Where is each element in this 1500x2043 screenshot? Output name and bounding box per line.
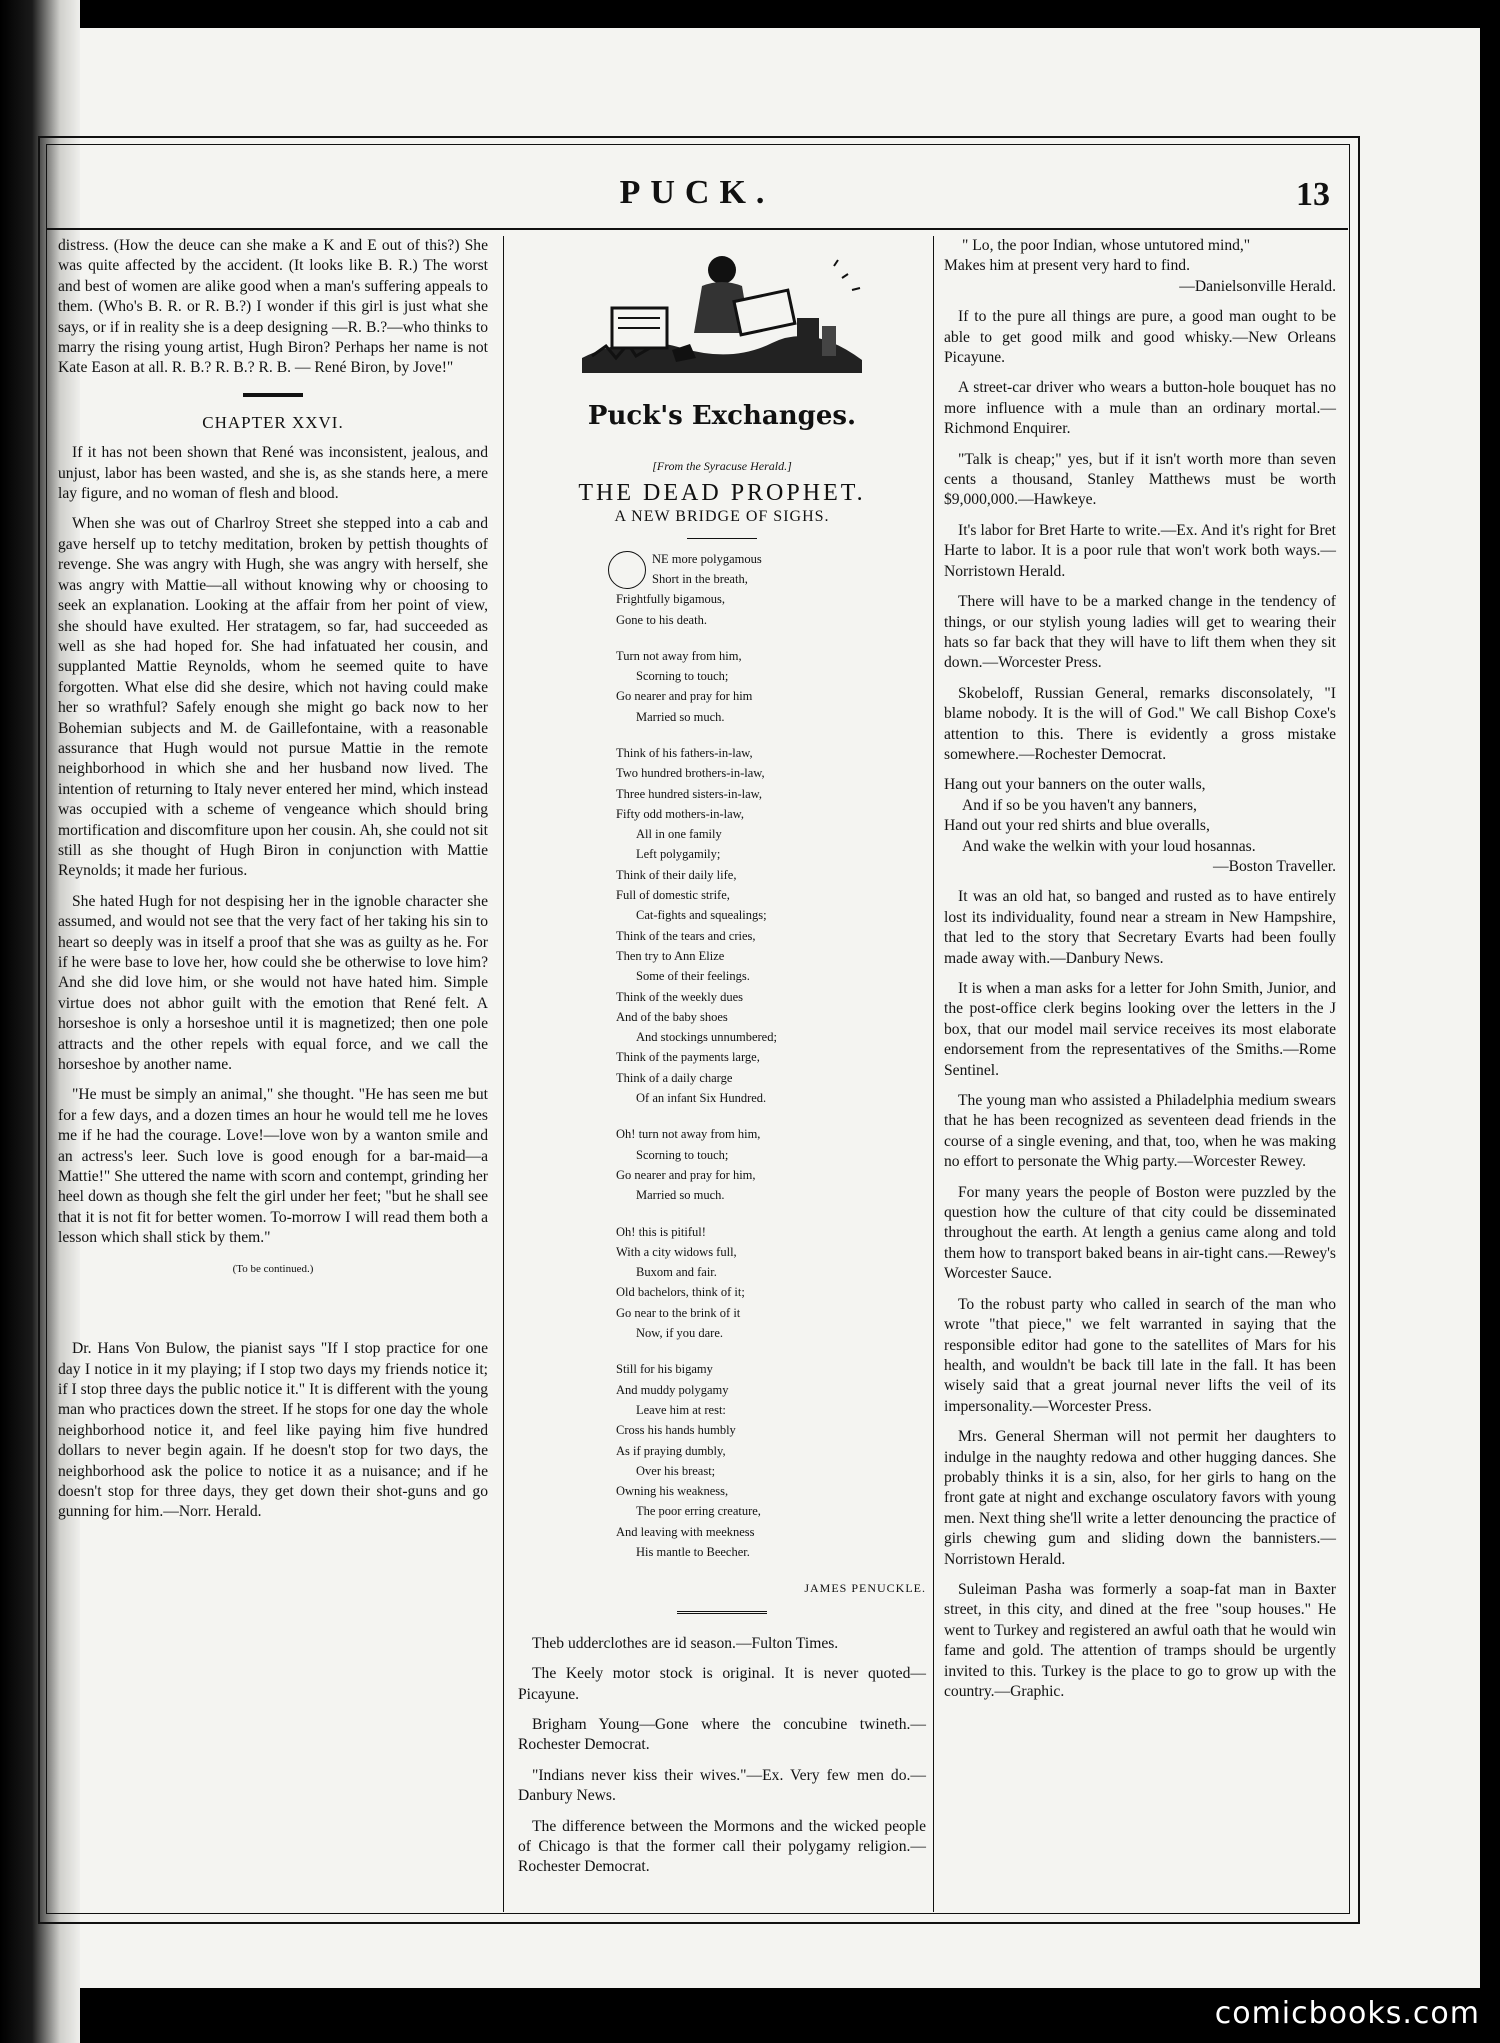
poem-stanza [616, 549, 926, 630]
poem-line: Over his breast; [636, 1463, 716, 1478]
poem-line: Go nearer and pray for him [616, 689, 753, 704]
poem-line: Three hundred sisters-in-law, [616, 786, 763, 801]
column-divider-2 [933, 236, 934, 1912]
poem-line: With a city widows full, [616, 1244, 737, 1259]
poem-rule [687, 538, 757, 539]
poem-line: Married so much. [636, 709, 725, 724]
verse-credit: —Boston Traveller. [1212, 857, 1336, 875]
exchange-item: Brigham Young—Gone where the concubine twineth.—Rochester Democrat. [518, 1715, 926, 1754]
poem-line: Cross his hands humbly [616, 1423, 736, 1438]
poem-line: Scorning to touch; [636, 669, 729, 684]
page-number: 13 [1296, 176, 1330, 213]
poem-line: Buxom and fair. [636, 1265, 717, 1280]
verse-quote [944, 236, 1336, 297]
exchange-item: There will have to be a marked change in the tendency of things, or our stylish young ladies will get to wearing their hats so far back that they will have to lift them when they sit down.—Worcester Press. [944, 593, 1336, 672]
exchange-item: "Talk is cheap;" yes, but if it isn't worth more than seven cents a thousand, Stanley Matthews must be worth $9,000,000.—Hawkeye. [944, 450, 1336, 509]
header-rule [46, 228, 1348, 230]
poem-line: And stockings unnumbered; [636, 1030, 777, 1045]
poem-line: Owning his weakness, [616, 1484, 729, 1499]
poem-line: All in one family [636, 827, 722, 842]
exchanges-vignette-illustration [572, 238, 872, 388]
exchange-item: If to the pure all things are pure, a good man ought to be able to get good milk and good whisky.—New Orleans Picayune. [944, 308, 1336, 367]
poem-line: Think of the payments large, [616, 1050, 760, 1065]
poem-line: Old bachelors, think of it; [616, 1285, 745, 1300]
exchange-item: "Indians never kiss their wives."—Ex. Very few men do.—Danbury News. [518, 1766, 926, 1805]
poem-line: Now, if you dare. [636, 1326, 724, 1341]
column-right [944, 236, 1336, 1712]
poem-stanza [616, 1359, 926, 1562]
exchange-item: Mrs. General Sherman will not permit her daughters to indulge in the naughty redowa and other hugging dances. She probably thinks it is a sin, also, for her girls to hang on the front gate at night and exchange osculatory favors with young men. Next thing she'll write a letter denouncing the practice of girls chewing gum and sliding down the bannisters.—Norristown Herald. [944, 1428, 1336, 1568]
exchange-item: The Keely motor stock is original. It is never quoted—Picayune. [518, 1665, 926, 1703]
exchanges-section-title: Puck's Exchanges. [587, 401, 857, 431]
poem-line: Left polygamily; [636, 847, 721, 862]
poem-line: Think of the weekly dues [616, 989, 744, 1004]
column-left [58, 236, 488, 1533]
poem-source: [From the Syracuse Herald.] [652, 459, 792, 474]
exchange-item: It's labor for Bret Harte to write.—Ex. And it's right for Bret Harte to labor. It is a poor rule that won't work both ways.—Norristown Herald. [944, 521, 1336, 580]
poem-stanza [616, 743, 926, 1108]
poem-line: Think of their daily life, [616, 867, 737, 882]
poem-line: Go nearer and pray for him, [616, 1167, 756, 1182]
poem-line: Think of the tears and cries, [616, 928, 756, 943]
poem-line: Oh! this is pitiful! [616, 1224, 706, 1239]
poem-line: NE more polygamous [652, 551, 762, 566]
poem-line: And muddy polygamy [616, 1382, 729, 1397]
poem-line: Of an infant Six Hundred. [636, 1091, 767, 1106]
to-be-continued: (To be continued.) [232, 1262, 314, 1275]
exchange-item: Skobeloff, Russian General, remarks disconsolately, "I blame nobody. It is the will of God." We call Bishop Coxe's attention to this. There is evidently a gross mistake somewhere.—Rochester Democrat. [944, 684, 1336, 763]
poem-line: Full of domestic strife, [616, 888, 730, 903]
poem-line: Think of his fathers-in-law, [616, 746, 753, 760]
poem-line: His mantle to Beecher. [636, 1544, 750, 1559]
poem-line: Two hundred brothers-in-law, [616, 766, 765, 781]
poem-line: Fifty odd mothers-in-law, [616, 806, 744, 821]
poem-line: And leaving with meekness [616, 1524, 755, 1539]
poem-body [518, 549, 926, 1563]
poem-author: JAMES PENUCKLE. [804, 1581, 926, 1596]
verse-line: Makes him at present very hard to find. [944, 257, 1190, 275]
story-paragraph: "He must be simply an animal," she thought. "He has seen me but for a few days, and a dozen times an hour he would tell me he loves me if he had the courage. Love!—love won by a wanton smile and an actress's leer. Such love is good enough for a bar-maid—a Mattie!" She uttered the name with scorn and contempt, grinding her heel down as though she felt the girl under her feet; "but he shall see that it is not fit for better women. To-morrow I will read them both a lesson which shall stick by them." [58, 1086, 488, 1247]
exchange-item: Theb udderclothes are id season.—Fulton Times. [532, 1634, 839, 1652]
poem-line: Leave him at rest: [636, 1402, 726, 1417]
section-rule [243, 393, 303, 397]
poem-stanza [616, 1124, 926, 1205]
verse-line: " Lo, the poor Indian, whose untutored mind," [962, 237, 1251, 254]
verse-line: And wake the welkin with your loud hosannas. [962, 837, 1256, 855]
exchange-item: A street-car driver who wears a button-hole bouquet has no more influence with a mule than an ordinary mortal.—Richmond Enquirer. [944, 379, 1336, 438]
masthead-title: PUCK. [619, 174, 775, 211]
poem-line: And of the baby shoes [616, 1009, 728, 1024]
poem-line: Short in the breath, [652, 571, 748, 586]
poem-line: Then try to Ann Elize [616, 948, 725, 963]
poem-line: Married so much. [636, 1188, 725, 1203]
poem-line: Think of a daily charge [616, 1070, 733, 1085]
poem-line: Oh! turn not away from him, [616, 1127, 761, 1142]
serial-intro-paragraph: distress. (How the deuce can she make a K and E out of this?) She was quite affected by the accident. (It looks like B. R.) The worst and best of women are alike good when a man's suffering appeals to them. (Who's B. R. or R. B.?) I wonder if this girl is just what she says, or if in reality she is a deep designing —R. B.?—who thinks to marry the rising young artist, Hugh Biron? Perhaps her name is not Kate Eason at all. R. B.? R. B.? R. B. — René Biron, by Jove!" [58, 237, 488, 377]
poem-title: THE DEAD PROPHET. [578, 479, 866, 506]
poem-stanza [616, 1222, 926, 1344]
double-rule [677, 1611, 767, 1616]
verse-credit: —Danielsonville Herald. [1179, 277, 1336, 295]
exchange-item: Suleiman Pasha was formerly a soap-fat man in Baxter street, in this city, and dined at the free "soup houses." He went to Turkey and registered an awful oath that he would win fame and gold. The attention of tramps should be urgently invited to this. Turkey is the place to go to grow up with the country.—Graphic. [944, 1580, 1336, 1700]
story-paragraph: When she was out of Charlroy Street she stepped into a cab and gave herself up to tetchy meditation, broken by pettish thoughts of revenge. She was angry with Hugh, she was angry with herself, she was angry with Mattie—all without knowing why or choosing to seek an explanation. Looking at the affair from her point of view, she should have exulted. Her stratagem, so far, had succeeded as well as she had hoped for. She had infatuated her cousin, and supplanted Mattie Reynolds, whom he seemed quite to have forgotten. What else did she desire, which not having could make her so wrathful? Safely enough she might go back now to her Bohemian subjects and M. de Gaillefontaine, with a reasonable assurance that Hugh would not pursue Mattie in the remote neighborhood in which she and her husband now lived. The intention of returning to Italy never entered her mind, which instead was occupied with a scheme of vengeance which should bring mortification and discomfiture upon her cousin. Ah, she could not sit still as she thought of Hugh Biron in conjunction with Mattie Reynolds; it made her furious. [58, 515, 488, 880]
exchange-item: The difference between the Mormons and the wicked people of Chicago is that the former call their polygamy religion.—Rochester Democrat. [518, 1817, 926, 1876]
poem-line: Go near to the brink of it [616, 1305, 741, 1320]
poem-line: Cat-fights and squealings; [636, 908, 767, 923]
verse-line: And if so be you haven't any banners, [962, 796, 1197, 814]
column-center [518, 236, 926, 1888]
poem-line: Frightfully bigamous, [616, 592, 726, 607]
verse-line: Hand out your red shirts and blue overalls, [944, 817, 1210, 835]
site-watermark: comicbooks.com [1214, 1996, 1480, 2031]
verse-quote [944, 775, 1336, 877]
exchange-item: For many years the people of Boston were puzzled by the question how the culture of that city could be disseminated throughout the earth. At length a genius came along and told them how to transport baked beans in air-tight cans.—Rewey's Worcester Sauce. [944, 1183, 1336, 1283]
exchange-item: It is when a man asks for a letter for John Smith, Junior, and the post-office clerk begins looking over the letters in the J box, that our model mail service receives its most elaborate endorsement from the representatives of the Smiths.—Rome Sentinel. [944, 980, 1336, 1079]
ornamental-drop-cap-o-icon [608, 551, 646, 589]
poem-stanza [616, 646, 926, 727]
story-paragraph: She hated Hugh for not despising her in the ignoble character she assumed, and would not see that the very fact of her taking his sin to heart so deeply was in itself a proof that she was as guilty as he. For if he were base to love her, how could she be otherwise to love him? And she did love him, or she would not have hated him. Simple virtue does not abhor guilt with the emotion that René felt. A horseshoe is only a horseshoe until it is magnetized; then one pole attracts and the other repels with equal force, and we call the horseshoe by another name. [58, 892, 488, 1074]
exchange-item: It was an old hat, so banged and rusted as to have entirely lost its individuality, found near a stream in New Hampshire, that led to the story that Secretary Evarts had been foully made away with.—Danbury News. [944, 888, 1336, 967]
page-header [46, 170, 1348, 230]
poem-line: Scorning to touch; [636, 1147, 729, 1162]
column-divider-1 [503, 236, 504, 1912]
poem-line: Still for his bigamy [616, 1362, 713, 1377]
poem-line: As if praying dumbly, [616, 1443, 726, 1458]
chapter-heading: CHAPTER XXVI. [202, 412, 344, 432]
poem-line: Turn not away from him, [616, 648, 742, 663]
poem-line: Gone to his death. [616, 612, 707, 627]
verse-line: Hang out your banners on the outer walls, [944, 776, 1206, 794]
poem-line: Some of their feelings. [636, 969, 750, 984]
exchange-item: The young man who assisted a Philadelphia medium swears that he has been recognized as seventeen dead friends in the course of a single evening, and that, too, when he was making no effort to personate the Whig party.—Worcester Rewey. [944, 1092, 1336, 1171]
anecdote-paragraph: Dr. Hans Von Bulow, the pianist says "If I stop practice for one day I notice in it my playing; if I stop two days my friends notice it; if I stop three days the public notice it." It is different with the young man who practices down the street. If he stops for one day the whole neighborhood notice it, and feel like paying him five hundred dollars to never begin again. If he doesn't stop for two days, the neighborhood ask the police to notice it as a nuisance; and if he doesn't stop for three days, they get down their shot-guns and go gunning for him.—Norr. Herald. [58, 1340, 488, 1521]
poem-line: The poor erring creature, [636, 1504, 761, 1519]
poem-subtitle: A NEW BRIDGE OF SIGHS. [614, 508, 830, 526]
story-paragraph: If it has not been shown that René was inconsistent, jealous, and unjust, labor has been wasted, and she is, as she stands here, a mere lay figure, and no woman of flesh and blood. [58, 444, 488, 503]
exchange-item: To the robust party who called in search of the man who wrote "that piece," we felt warranted in saying that the responsible editor had gone to the satellites of Mars for his health, and wouldn't be back till late in the fall. It has been wisely said that a great journal never lifts the veil of its impersonality.—Worcester Press. [944, 1295, 1336, 1415]
